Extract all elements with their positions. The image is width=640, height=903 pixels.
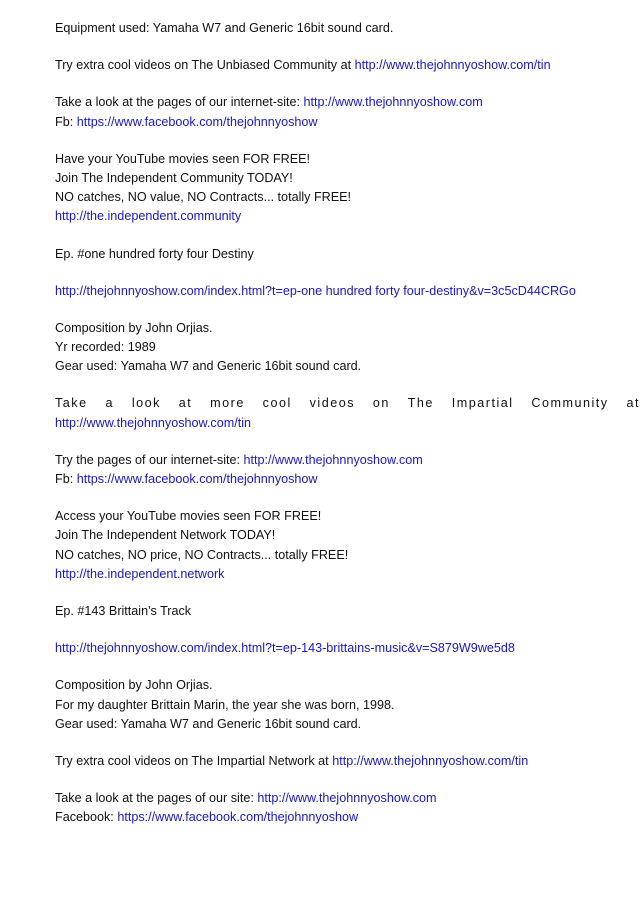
justified-word: Take: [55, 396, 88, 411]
justified-word: at: [626, 396, 640, 411]
equipment-paragraph: [55, 19, 615, 38]
gear-text: Gear used: Yamaha W7 and Generic 16bit sound card.: [55, 359, 362, 374]
site-links-paragraph: [55, 93, 615, 131]
justified-word: Community: [531, 396, 609, 411]
youtube-text: Access your YouTube movies seen FOR FREE!: [55, 509, 322, 524]
facebook-line: [55, 808, 615, 827]
gear-text: Gear used: Yamaha W7 and Generic 16bit sound card.: [55, 716, 362, 731]
no-catches-text: NO catches, NO value, NO Contracts... totally FREE!: [55, 190, 352, 205]
year-text: Yr recorded: 1989: [55, 340, 156, 355]
site-link[interactable]: http://www.thejohnnyoshow.com: [243, 452, 423, 467]
justified-word: more: [210, 396, 245, 411]
take-look-paragraph: [55, 394, 640, 432]
facebook-link[interactable]: https://www.facebook.com/thejohnnyoshow: [76, 114, 318, 129]
network-link[interactable]: http://the.independent.network: [55, 566, 225, 581]
facebook-link[interactable]: https://www.facebook.com/thejohnnyoshow: [76, 472, 318, 486]
dedication-text: For my daughter Brittain Marin, the year she was born, 1998.: [55, 697, 395, 712]
join-text: Join The Independent Network TODAY!: [55, 528, 276, 543]
community-line: [55, 207, 615, 226]
site-text: Take a look at the pages of our internet-site:: [55, 95, 304, 110]
try-videos-paragraph: [55, 752, 615, 771]
try-videos-line: [55, 752, 615, 771]
episode-143-link-paragraph: [55, 639, 615, 658]
composition-144-paragraph: [55, 319, 615, 377]
try-videos-text: Try extra cool videos on The Unbiased Community at: [55, 58, 355, 73]
site-links-paragraph: [55, 789, 615, 827]
youtube-paragraph: [55, 150, 615, 227]
document-page: [55, 19, 640, 845]
justified-word: cool: [262, 396, 292, 411]
episode-143-link[interactable]: http://thejohnnyoshow.com/index.html?t=ep-143-brittains-music&v=S879W9we5d8: [55, 641, 515, 656]
try-videos-line: [55, 56, 615, 75]
take-look-link-line: [55, 414, 615, 433]
episode-143-title: Ep. #143 Brittain's Track: [55, 603, 192, 618]
site-links-paragraph: [55, 451, 615, 489]
no-catches-text: NO catches, NO price, NO Contracts... totally FREE!: [55, 547, 349, 562]
youtube-paragraph: [55, 507, 615, 584]
youtube-text: Have your YouTube movies seen FOR FREE!: [55, 151, 311, 166]
justified-word: The: [407, 396, 434, 411]
episode-144-link-paragraph: [55, 282, 615, 301]
tin-link[interactable]: http://www.thejohnnyoshow.com/tin: [354, 58, 551, 73]
site-text: Try the pages of our internet-site:: [55, 452, 244, 467]
facebook-line: [55, 470, 615, 489]
justified-word: videos: [309, 396, 356, 411]
episode-143-link-line: [55, 639, 615, 658]
site-line: [55, 451, 615, 470]
justified-word: on: [372, 396, 390, 411]
try-videos-paragraph: [55, 56, 615, 75]
facebook-label: Fb:: [55, 472, 77, 486]
facebook-label: Facebook:: [55, 810, 118, 825]
site-line: [55, 789, 615, 808]
equipment-text: Equipment used: Yamaha W7 and Generic 16bit sound card.: [55, 21, 394, 35]
composition-text: Composition by John Orjias.: [55, 320, 213, 335]
composition-text: Composition by John Orjias.: [55, 678, 213, 693]
facebook-link[interactable]: https://www.facebook.com/thejohnnyoshow: [117, 810, 359, 825]
take-look-justified-line: [55, 394, 640, 413]
facebook-label: Fb:: [55, 114, 77, 129]
try-videos-text: Try extra cool videos on The Impartial Network at: [55, 753, 333, 768]
justified-word: look: [131, 396, 161, 411]
join-text: Join The Independent Community TODAY!: [55, 170, 293, 185]
episode-144-title: Ep. #one hundred forty four Destiny: [55, 246, 254, 261]
tin-link[interactable]: http://www.thejohnnyoshow.com/tin: [55, 415, 252, 430]
justified-word: at: [178, 396, 193, 411]
episode-144-link-line: [55, 282, 615, 301]
justified-word: Impartial: [451, 396, 514, 411]
episode-144-paragraph: [55, 245, 615, 264]
site-text: Take a look at the pages of our site:: [55, 791, 258, 806]
facebook-line: [55, 113, 615, 132]
site-link[interactable]: http://www.thejohnnyoshow.com: [303, 95, 483, 110]
network-line: [55, 565, 615, 584]
site-link[interactable]: http://www.thejohnnyoshow.com: [257, 791, 437, 806]
site-line: [55, 93, 615, 112]
composition-143-paragraph: [55, 676, 615, 734]
episode-143-paragraph: [55, 602, 615, 621]
justified-word: a: [105, 396, 114, 411]
community-link[interactable]: http://the.independent.community: [55, 209, 242, 224]
tin-link[interactable]: http://www.thejohnnyoshow.com/tin: [332, 753, 529, 768]
episode-144-link[interactable]: http://thejohnnyoshow.com/index.html?t=ep-one hundred forty four-destiny&v=3c5cD44CRGo: [55, 283, 576, 298]
